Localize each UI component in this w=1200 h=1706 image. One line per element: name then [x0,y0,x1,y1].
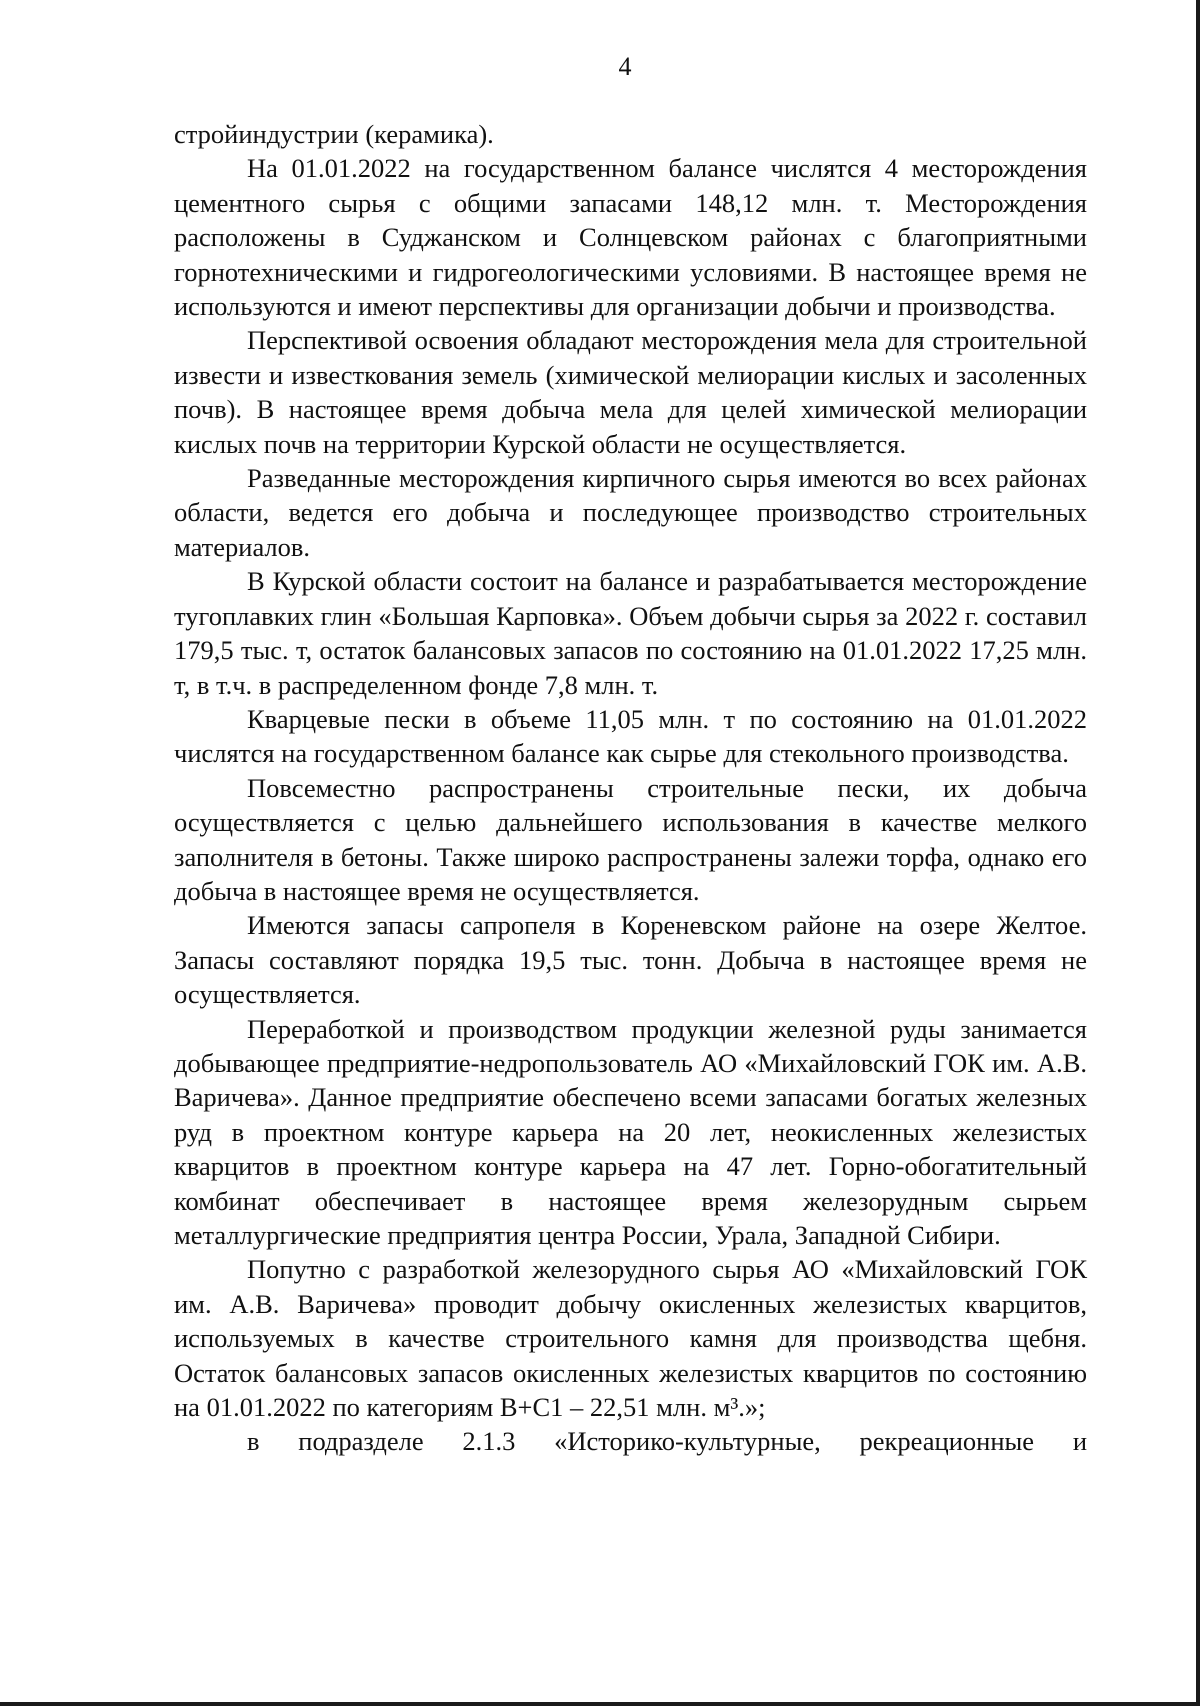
paragraph-iron-ore-processing: Переработкой и производством продукции железной руды занимается добывающее предприятие-недропользователь АО «Михайловский ГОК им. А.В. Варичева». Данное предприятие обеспечено всеми запасами богатых железных руд в проектном контуре карьера на 20 лет, неокисленных железистых кварцитов в проектном контуре карьера на 47 лет. Горно-обогатительный комбинат обеспечивает в настоящее время железорудным сырьем металлургические предприятия центра России, Урала, Западной Сибири. [174,1013,1087,1250]
page-number: 4 [618,52,632,81]
paragraph-sapropel: Имеются запасы сапропеля в Кореневском районе на озере Желтое. Запасы составляют порядка 19,5 тыс. тонн. Добыча в настоящее время не осуществляется. [174,910,1087,1010]
paragraph-refractory-clays: В Курской области состоит на балансе и разрабатывается месторождение тугоплавких глин «Большая Карповка». Объем добычи сырья за 2022 г. составил 179,5 тыс. т, остаток балансовых запасов по состоянию на 01.01.2022 17,25 млн. т, в т.ч. в распределенном фонде 7,8 млн. т. [174,566,1087,700]
paragraph-chalk-deposits: Перспективой освоения обладают месторождения мела для строительной извести и известкования земель (химической мелиорации кислых и засоленных почв). В настоящее время добыча мела для целей химической мелиорации кислых почв на территории Курской области не осуществляется. [174,325,1087,459]
paragraph-continuation: стройиндустрии (керамика). [174,119,494,149]
scan-edge-bottom [0,1702,1200,1706]
paragraph-quartz-sands: Кварцевые пески в объеме 11,05 млн. т по состоянию на 01.01.2022 числятся на государственном балансе как сырье для стекольного производства. [174,703,1087,769]
paragraph-oxidized-quartzites: Попутно с разработкой железорудного сырья АО «Михайловский ГОК им. А.В. Варичева» проводит добычу окисленных железистых кварцитов, используемых в качестве строительного камня для производства щебня. Остаток балансовых запасов окисленных железистых кварцитов по состоянию на 01.01.2022 по категориям В+С1 – 22,51 млн. м³.»; [174,1254,1087,1423]
paragraph-subsection-2-1-3: в подразделе 2.1.3 «Историко-культурные, рекреационные и [247,1426,1087,1457]
paragraph-construction-sands: Повсеместно распространены строительные пески, их добыча осуществляется с целью дальнейшего использования в качестве мелкого заполнителя в бетоны. Также широко распространены залежи торфа, однако его добыча в настоящее время не осуществляется. [174,772,1087,906]
paragraph-cement-deposits: На 01.01.2022 на государственном балансе числятся 4 месторождения цементного сырья с общими запасами 148,12 млн. т. Месторождения расположены в Суджанском и Солнцевском районах с благоприятными горнотехническими и гидрогеологическими условиями. В настоящее время не используются и имеют перспективы для организации добычи и производства. [174,153,1087,322]
document-body [174,117,1087,1459]
paragraph-brick-raw-materials: Разведанные месторождения кирпичного сырья имеются во всех районах области, ведется его добыча и последующее производство строительных материалов. [174,463,1087,562]
scan-edge-right [1196,0,1200,1706]
